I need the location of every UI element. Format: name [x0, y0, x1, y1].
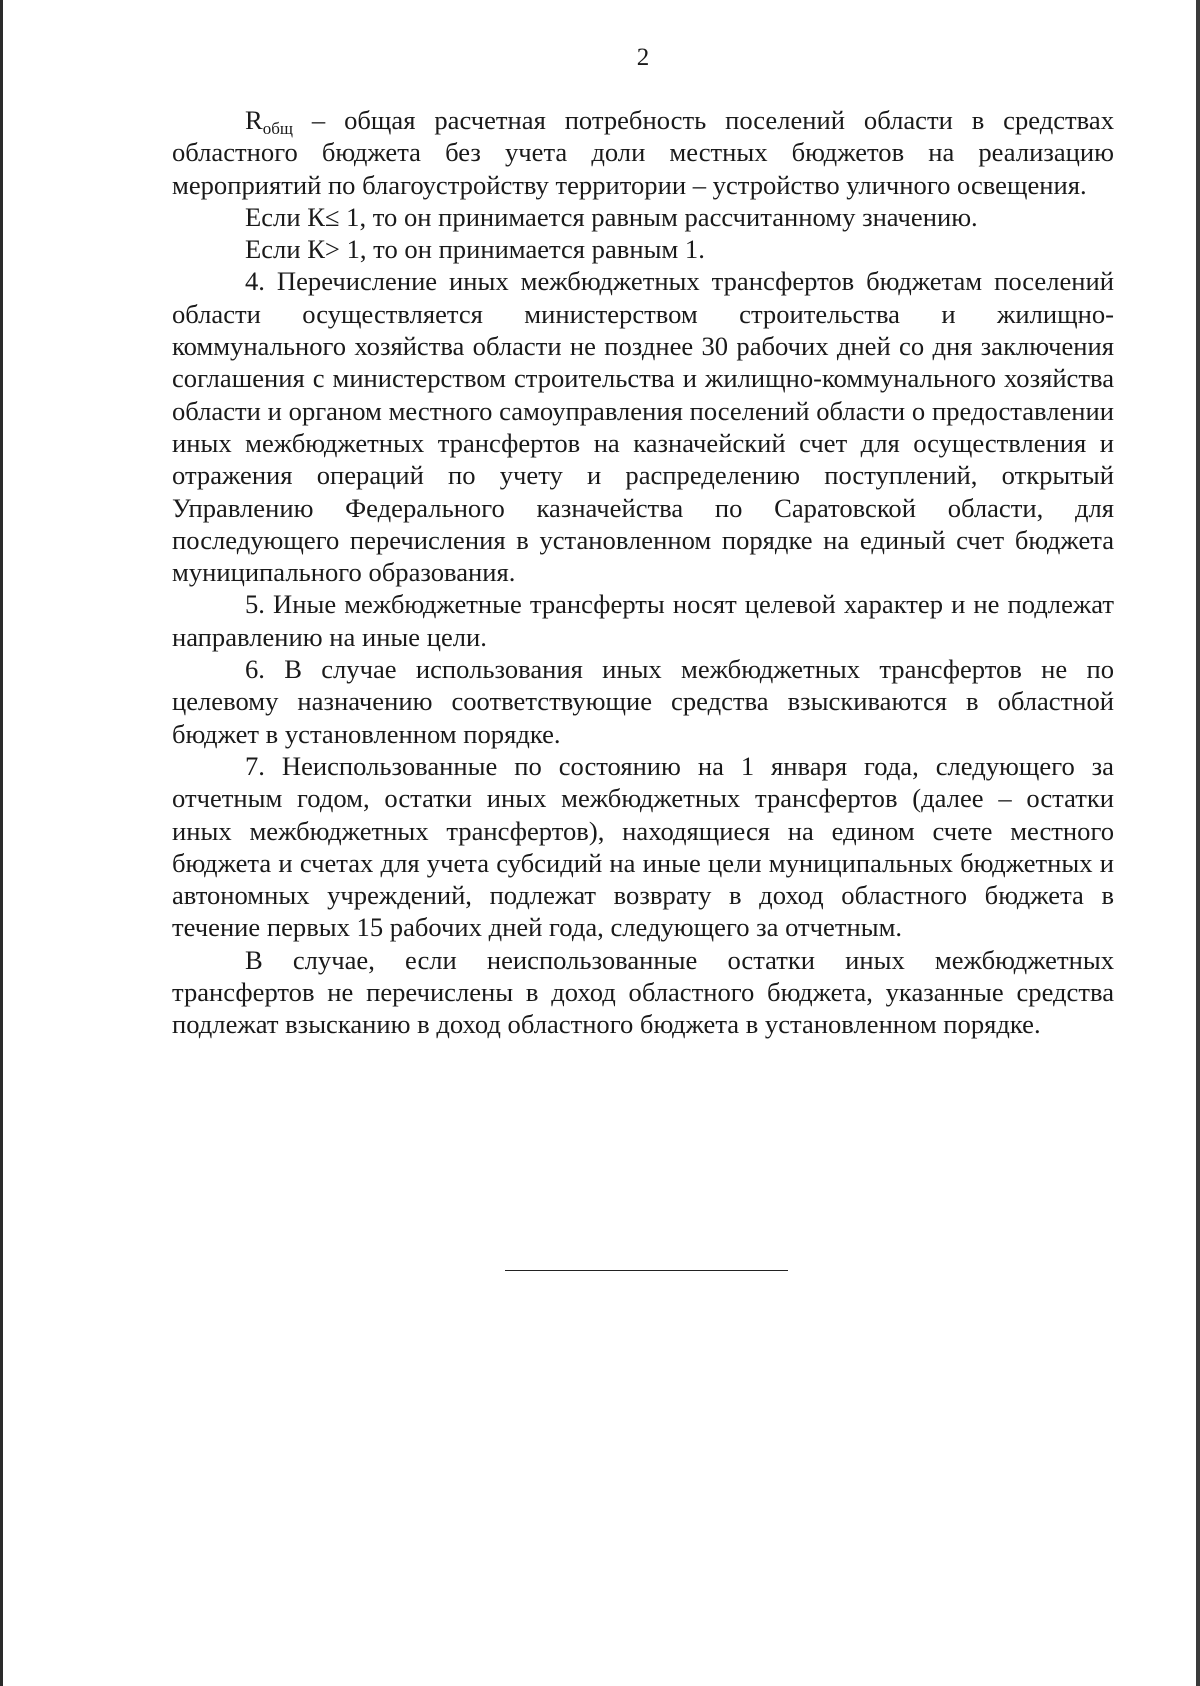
clause-paragraph: В случае, если неиспользованные остатки иных межбюджетных трансфертов не перечислены в доход областного бюджета, указанные средства подлежат взысканию в доход областного бюджета в установленном порядке. — [172, 944, 1114, 1040]
clause-paragraph: 6. В случае использования иных межбюджетных трансфертов не по целевому назначению соответствующие средства взыскиваются в областной бюджет в установленном порядке. — [172, 654, 1114, 749]
condition-paragraph: Если К≤ 1, то он принимается равным рассчитанному значению. — [245, 201, 978, 232]
end-divider — [505, 1270, 788, 1271]
definition-paragraph — [172, 104, 1114, 201]
variable-subscript: общ — [262, 119, 293, 138]
condition-paragraph: Если К> 1, то он принимается равным 1. — [245, 234, 705, 265]
definition-text: – общая расчетная потребность поселений области в средствах областного бюджета без учета доли местных бюджетов на реализацию мероприятий по благоустройству территории – устройство уличного освещения. — [172, 105, 1114, 200]
clause-paragraph: 4. Перечисление иных межбюджетных трансфертов бюджетам поселений области осуществляется министерством строительства и жилищно-коммунального хозяйства области не позднее 30 рабочих дней со дня заключения соглашения с министерством строительства и жилищно-коммунального хозяйства области и органом местного самоуправления поселений области о предоставлении иных межбюджетных трансфертов на казначейский счет для осуществления и отражения операций по учету и распределению поступлений, открытый Управлению Федерального казначейства по Саратовской области, для последующего перечисления в установленном порядке на единый счет бюджета муниципального образования. — [172, 266, 1114, 588]
document-body — [172, 104, 1114, 1041]
variable-symbol: R — [245, 105, 263, 135]
scan-edge-left — [0, 0, 3, 1686]
page-number: 2 — [636, 44, 650, 71]
clause-paragraph: 5. Иные межбюджетные трансферты носят целевой характер и не подлежат направлению на иные цели. — [172, 589, 1114, 652]
clause-paragraph: 7. Неиспользованные по состоянию на 1 января года, следующего за отчетным годом, остатки иных межбюджетных трансфертов (далее – остатки иных межбюджетных трансфертов), находящиеся на едином счете местного бюджета и счетах для учета субсидий на иные цели муниципальных бюджетных и автономных учреждений, подлежат возврату в доход областного бюджета в течение первых 15 рабочих дней года, следующего за отчетным. — [172, 750, 1114, 943]
scan-edge-right — [1196, 0, 1200, 1686]
